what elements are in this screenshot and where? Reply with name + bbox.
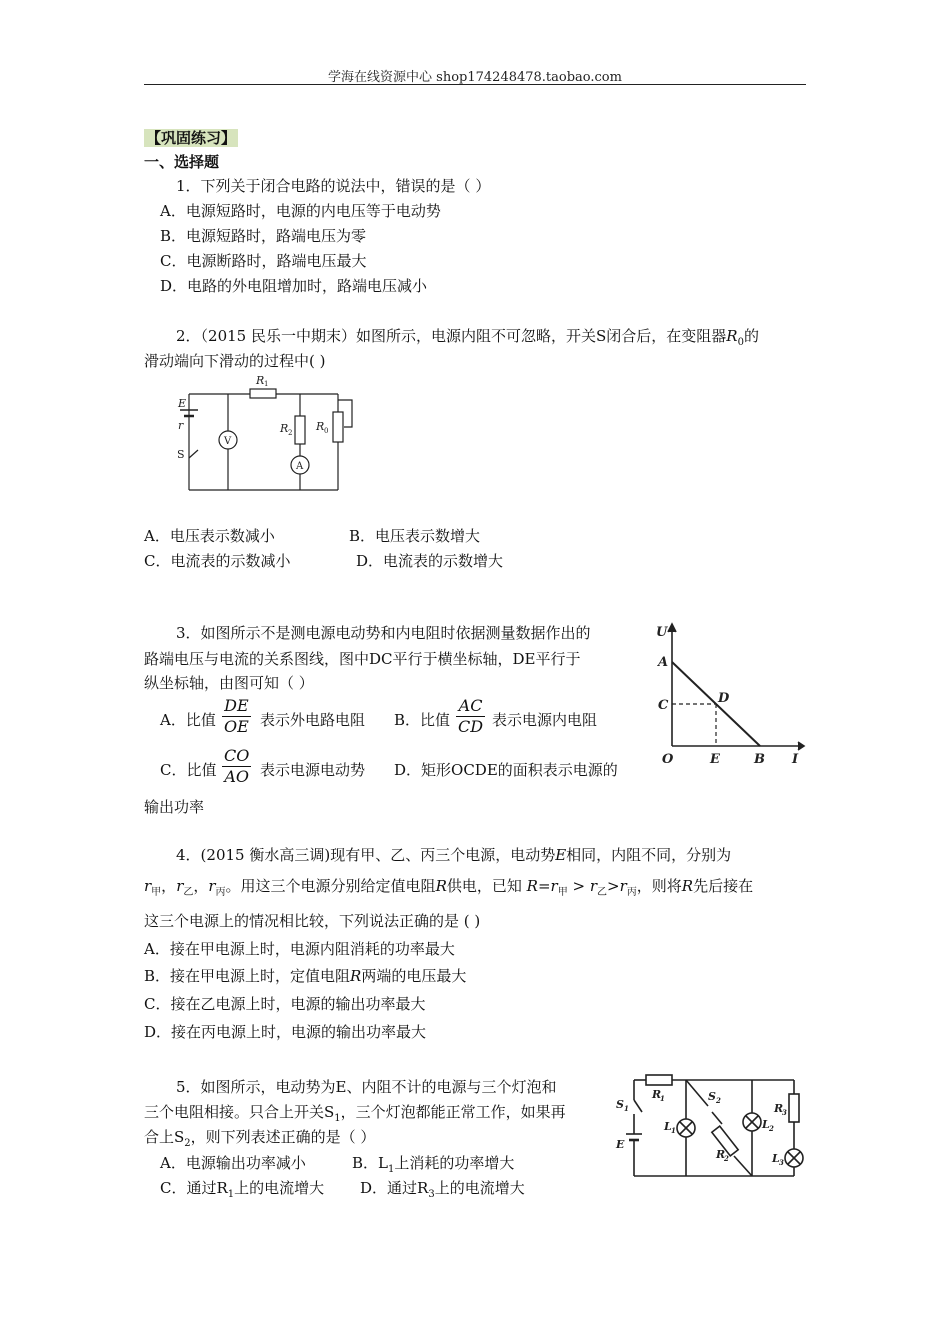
q4-rel-r-jia-sub: 甲	[557, 887, 568, 898]
q5-option-c-text: C．通过R	[160, 1179, 228, 1197]
q3-option-c-prefix: C．比值	[160, 761, 217, 779]
q4-r-jia: r	[144, 877, 152, 895]
q5-option-c-text-end: 上的电流增大	[234, 1179, 325, 1197]
q2-option-c: C．电流表的示数减小	[144, 552, 291, 570]
q5-fig-label-r1-sub: 1	[660, 1094, 665, 1103]
q4-rel-eq: =	[537, 877, 551, 895]
q3-fig-label-c: C	[658, 698, 669, 713]
q1-option-b: B．电源短路时，路端电压为零	[160, 227, 367, 245]
q2-stem-line1	[176, 326, 759, 353]
q2-fig-label-r1: R	[256, 374, 265, 387]
q5-option-d	[360, 1178, 525, 1205]
q5-option-b-text-end: 上消耗的功率增大	[394, 1154, 515, 1172]
q5-fig-label-r2-sub: 2	[724, 1154, 729, 1163]
q2-stem-r0: R	[726, 327, 738, 345]
q3-stem-line1: 3．如图所示不是测电源电动势和内电阻时依据测量数据作出的	[176, 624, 591, 642]
q4-rel-r-yi: r	[589, 877, 598, 895]
q3-stem-line3: 纵坐标轴，由图可知（ ）	[144, 674, 314, 692]
q3-option-d-cont: 输出功率	[144, 798, 205, 816]
q5-fig-label-l3-sub: 3	[779, 1158, 784, 1167]
q4-rel-r-bing-sub: 丙	[626, 887, 637, 898]
q2-fig-label-r2: R	[280, 422, 289, 435]
q4-rel-gt-2: >	[607, 877, 620, 895]
q5-fig-label-r1: R	[652, 1088, 662, 1101]
q2-stem-r0-sub: 0	[737, 337, 744, 348]
q3-option-a-fraction	[222, 696, 251, 737]
q2-option-b: B．电压表示数增大	[349, 527, 481, 545]
q2-fig-label-r1-sub: 1	[264, 380, 269, 388]
q4-sep-2: ，	[193, 877, 209, 895]
q4-stem-line2	[144, 876, 753, 903]
q5-stem-line1: 5．如图所示，电动势为E、内阻不计的电源与三个灯泡和	[176, 1078, 557, 1096]
q3-option-b-suffix: 表示电源内电阻	[492, 711, 598, 729]
q5-stem-line3	[144, 1127, 375, 1154]
q1-option-a: A．电源短路时，电源的内电压等于电动势	[160, 202, 441, 220]
q3-option-a-suffix: 表示外电路电阻	[260, 711, 366, 729]
q4-rel-r-bing: r	[619, 877, 627, 895]
q4-r-yi-sub: 乙	[183, 887, 194, 898]
q4-option-b	[144, 966, 466, 986]
q5-fig-label-r3-sub: 3	[782, 1108, 787, 1117]
q4-stem-post: ，则将	[636, 877, 682, 895]
q5-fig-label-l1: L	[664, 1120, 672, 1133]
q5-fig-label-l2: L	[762, 1118, 770, 1131]
q4-stem-line3: 这三个电源上的情况相比较，下列说法正确的是 ( )	[144, 912, 481, 930]
q5-resistor-r3	[789, 1094, 799, 1122]
q5-option-b-text: B．L	[352, 1154, 388, 1172]
q2-resistor-r1	[250, 389, 276, 398]
q4-rel-r-yi-sub: 乙	[597, 887, 608, 898]
q2-stem-line2: 滑动端向下滑动的过程中( )	[144, 352, 326, 370]
q5-stem-line2	[144, 1102, 566, 1129]
q2-circuit-diagram	[172, 370, 362, 498]
q3-option-c-fraction	[222, 746, 251, 787]
q4-r-bing-sub: 丙	[215, 887, 226, 898]
q5-fig-label-r2: R	[716, 1148, 726, 1161]
section-tag	[144, 128, 238, 148]
q4-r-yi: r	[176, 877, 184, 895]
q5-stem2-text: 三个电阻相接。只合上开关S	[144, 1103, 335, 1121]
q2-fig-label-e: E	[178, 397, 187, 410]
q5-option-d-text: D．通过R	[360, 1179, 429, 1197]
q4-option-c: C．接在乙电源上时，电源的输出功率最大	[144, 995, 426, 1013]
q5-resistor-r1	[646, 1075, 672, 1085]
q2-stem-text: 2．（2015 民乐一中期末）如图所示，电源内阻不可忽略，开关S闭合后，在变阻器	[176, 327, 727, 345]
q5-stem3-text-end: ，则下列表述正确的是（ ）	[190, 1128, 376, 1146]
q5-stem3-sub: 2	[184, 1138, 191, 1149]
q2-fig-label-r: r	[178, 419, 184, 432]
q2-stem-text-end: 的	[743, 327, 759, 345]
q5-fig-label-l2-sub: 2	[769, 1124, 774, 1133]
q2-option-d: D．电流表的示数增大	[356, 552, 504, 570]
q4-stem-line1	[176, 845, 731, 865]
q3-fig-label-u: U	[656, 625, 668, 640]
q5-fig-label-e: E	[616, 1138, 625, 1151]
page-header: 学海在线资源中心 shop174248478.taobao.com	[328, 70, 622, 85]
q4-rel-r: R	[526, 877, 538, 895]
q4-stem-e: E	[555, 846, 567, 864]
q5-fig-label-r3: R	[774, 1102, 784, 1115]
q3-fig-label-a: A	[658, 655, 669, 670]
q4-option-b-text: B．接在甲电源上时，定值电阻	[144, 967, 351, 985]
q5-fig-label-s1-sub: 1	[624, 1104, 629, 1113]
q4-rel-gt-1: >	[572, 877, 586, 895]
q4-option-a: A．接在甲电源上时，电源内阻消耗的功率最大	[144, 940, 455, 958]
q4-stem-r: R	[435, 877, 447, 895]
q3-option-d: D．矩形OCDE的面积表示电源的	[394, 761, 618, 779]
q3-option-a-numerator: DE	[222, 696, 251, 717]
q2-rheostat-r0	[333, 412, 343, 442]
q2-resistor-r2	[295, 416, 305, 444]
q4-stem-text-end: 相同，内阻不同，分别为	[566, 846, 732, 864]
q3-option-b-prefix: B．比值	[394, 711, 451, 729]
q5-stem3-text: 合上S	[144, 1128, 185, 1146]
q1-stem: 1．下列关于闭合电路的说法中，错误的是（ ）	[176, 177, 491, 195]
q5-fig-label-s1: S	[616, 1098, 624, 1111]
q4-option-b-r: R	[350, 967, 362, 985]
q5-fig-label-s2: S	[708, 1090, 716, 1103]
q2-fig-label-r2-sub: 2	[288, 429, 293, 437]
q2-fig-label-r0-sub: 0	[324, 427, 329, 435]
q4-stem-end: 先后接在	[693, 877, 754, 895]
q4-stem-mid2: 供电，已知	[446, 877, 522, 895]
q3-option-b-fraction	[456, 696, 485, 737]
q5-stem2-sub: 1	[334, 1113, 341, 1124]
q4-option-b-text-end: 两端的电压最大	[361, 967, 467, 985]
q3-fig-label-d: D	[718, 691, 730, 706]
q5-circuit-diagram	[612, 1070, 808, 1182]
q3-option-a-prefix: A．比值	[160, 711, 216, 729]
q1-option-d: D．电路的外电阻增加时，路端电压减小	[160, 277, 428, 295]
q3-option-b-denominator: CD	[458, 717, 484, 736]
q4-sep-1: ，	[161, 877, 177, 895]
q3-ui-graph	[652, 620, 810, 770]
section-tag-label: 【巩固练习】	[146, 129, 237, 147]
q2-fig-label-v: V	[224, 436, 232, 447]
q4-stem-r2: R	[681, 877, 694, 895]
q5-option-b-sub: 1	[387, 1164, 395, 1175]
section-title: 一、选择题	[144, 153, 220, 171]
q5-option-c-sub: 1	[227, 1189, 235, 1200]
q3-fig-label-b: B	[754, 752, 765, 767]
q4-stem-mid: 。用这三个电源分别给定值电阻	[225, 877, 436, 895]
q3-option-a-denominator: OE	[224, 717, 249, 736]
q4-rel-r-jia: r	[550, 877, 558, 895]
q3-fig-label-e: E	[710, 752, 720, 767]
q5-fig-label-l1-sub: 1	[671, 1126, 676, 1135]
q2-option-a: A．电压表示数减小	[144, 527, 275, 545]
q4-stem-text: 4．(2015 衡水高三调)现有甲、乙、丙三个电源，电动势	[176, 846, 556, 864]
q3-fig-label-i: I	[792, 752, 799, 767]
q4-r-bing: r	[208, 877, 216, 895]
q3-option-c-suffix: 表示电源电动势	[260, 761, 366, 779]
q3-fig-label-o: O	[662, 752, 674, 767]
q3-option-b-numerator: AC	[456, 696, 485, 717]
q5-option-d-text-end: 上的电流增大	[434, 1179, 525, 1197]
q2-fig-label-r0: R	[316, 420, 325, 433]
q2-fig-label-s: S	[177, 448, 185, 461]
q5-fig-label-s2-sub: 2	[716, 1096, 721, 1105]
q5-option-b	[352, 1153, 514, 1180]
q5-stem2-text-end: ，三个灯泡都能正常工作，如果再	[340, 1103, 566, 1121]
q2-fig-label-a: A	[296, 461, 304, 472]
q5-option-d-sub: 3	[428, 1189, 435, 1200]
q3-stem-line2: 路端电压与电流的关系图线，图中DC平行于横坐标轴，DE平行于	[144, 650, 581, 668]
q1-option-c: C．电源断路时，路端电压最大	[160, 252, 367, 270]
q4-r-jia-sub: 甲	[151, 887, 162, 898]
q3-option-c-denominator: AO	[224, 767, 250, 786]
q5-fig-label-l3: L	[772, 1152, 780, 1165]
q4-option-d: D．接在丙电源上时，电源的输出功率最大	[144, 1023, 427, 1041]
q5-option-a: A．电源输出功率减小	[160, 1154, 306, 1172]
q3-option-c-numerator: CO	[224, 746, 250, 765]
q5-option-c	[160, 1178, 324, 1205]
header-rule	[144, 84, 806, 85]
